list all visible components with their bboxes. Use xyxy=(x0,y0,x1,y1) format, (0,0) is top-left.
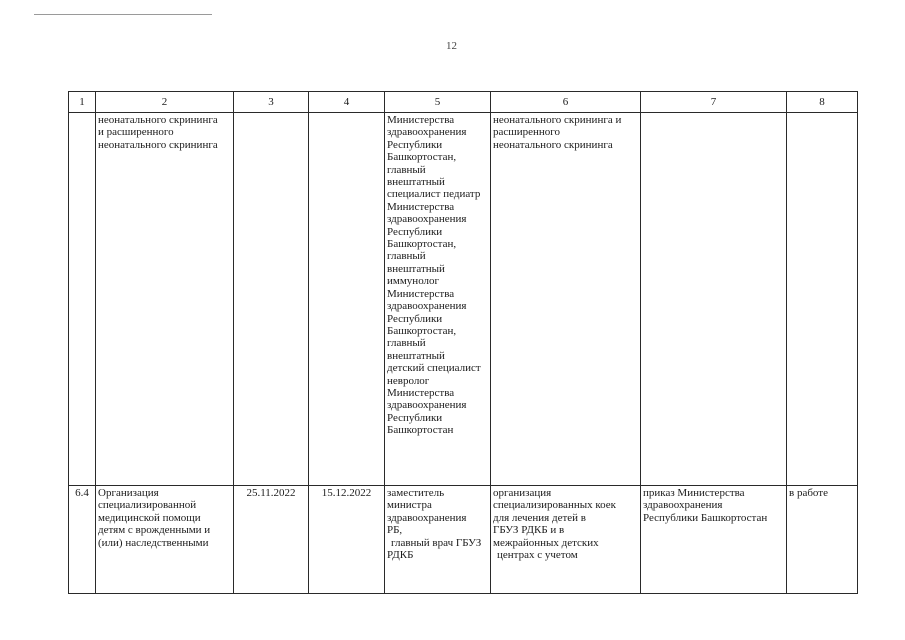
row2-activity-line: специализированной xyxy=(98,499,197,512)
header-cell-6: 6 xyxy=(491,92,641,113)
row1-responsible-line: здравоохранения xyxy=(387,300,467,313)
page-number: 12 xyxy=(446,40,457,52)
row1-activity-cell xyxy=(96,113,234,486)
row1-responsible-line: Республики xyxy=(387,225,443,238)
row2-document-line: Республики Башкортостан xyxy=(643,511,768,524)
row2-result-line: организация xyxy=(493,487,552,499)
row1-result-line: неонатального скрининга и xyxy=(493,114,622,126)
row1-responsible-cell xyxy=(385,113,491,486)
row1-activity-line: и расширенного xyxy=(98,126,174,139)
header-cell-4: 4 xyxy=(309,92,385,113)
row1-responsible-line: невролог xyxy=(387,374,430,387)
row1-responsible-line: Министерства xyxy=(387,386,455,399)
top-rule xyxy=(34,14,212,15)
row1-responsible-line: Башкортостан, xyxy=(387,324,457,337)
row2-activity-cell xyxy=(96,486,234,594)
row2-responsible-line: заместитель xyxy=(387,487,445,499)
row2-responsible-line: министра xyxy=(387,499,432,512)
header-cell-3: 3 xyxy=(234,92,309,113)
row2-result-line: центрах с учетом xyxy=(497,549,578,562)
row1-responsible-line: здравоохранения xyxy=(387,399,467,412)
row1-responsible-line: внештатный xyxy=(387,262,445,275)
row1-responsible-line: иммунолог xyxy=(387,275,440,288)
row1-responsible-line: Башкортостан, xyxy=(387,151,457,164)
header-cell-8: 8 xyxy=(787,92,858,113)
row2-result-line: для лечения детей в xyxy=(493,511,586,524)
header-cell-2: 2 xyxy=(96,92,234,113)
row1-responsible-line: Министерства xyxy=(387,200,455,213)
row1-start-date-cell xyxy=(234,113,309,486)
header-row xyxy=(69,92,858,113)
row1-responsible-line: Министерства xyxy=(387,114,455,126)
row1-activity-line: неонатального скрининга xyxy=(98,138,218,151)
header-cell-1: 1 xyxy=(69,92,96,113)
row2-start-date-cell: 25.11.2022 xyxy=(234,486,309,594)
row2-responsible-line: здравоохранения xyxy=(387,511,467,524)
row1-responsible-line: главный xyxy=(387,337,426,350)
row1-responsible-line: внештатный xyxy=(387,349,445,362)
row1-activity-line: неонатального скрининга xyxy=(98,114,218,126)
row1-document-cell xyxy=(641,113,787,486)
row1-responsible-line: Башкортостан xyxy=(387,424,454,437)
row2-result-cell xyxy=(491,486,641,594)
row2-responsible-line: РБ, xyxy=(387,524,403,537)
row2-end-date-cell: 15.12.2022 xyxy=(309,486,385,594)
row2-result-line: специализированных коек xyxy=(493,499,617,512)
row1-responsible-line: Республики xyxy=(387,312,443,325)
row2-result-line: межрайонных детских xyxy=(493,536,599,549)
row2-responsible-line: главный врач ГБУЗ xyxy=(391,536,482,549)
row2-activity-line: (или) наследственными xyxy=(98,536,209,549)
row1-responsible-line: главный xyxy=(387,163,426,176)
row2-document-cell xyxy=(641,486,787,594)
row1-end-date-cell xyxy=(309,113,385,486)
row1-responsible-line: специалист педиатр xyxy=(387,188,481,201)
row1-responsible-line: Республики xyxy=(387,411,443,424)
plan-table xyxy=(68,91,858,594)
row1-result-cell xyxy=(491,113,641,486)
row2-responsible-cell xyxy=(385,486,491,594)
row1-responsible-line: здравоохранения xyxy=(387,213,467,226)
row2-number-cell: 6.4 xyxy=(69,486,96,594)
row1-result-line: неонатального скрининга xyxy=(493,138,613,151)
row1-result-line: расширенного xyxy=(493,126,561,139)
row1-status-cell xyxy=(787,113,858,486)
row2-result-line: ГБУЗ РДКБ и в xyxy=(493,524,565,537)
row1-responsible-line: Башкортостан, xyxy=(387,238,457,251)
row1-number-cell xyxy=(69,113,96,486)
row2-status-cell: в работе xyxy=(787,486,858,594)
table-row xyxy=(69,486,858,594)
row2-document-line: приказ Министерства xyxy=(643,487,745,499)
table-row xyxy=(69,113,858,486)
row2-responsible-line: РДКБ xyxy=(387,549,414,562)
row1-responsible-line: здравоохранения xyxy=(387,126,467,139)
row1-responsible-line: внештатный xyxy=(387,176,445,189)
row1-responsible-line: детский специалист xyxy=(387,362,481,375)
row1-responsible-line: Республики xyxy=(387,138,443,151)
row2-activity-line: Организация xyxy=(98,487,159,499)
row2-activity-line: детям с врожденными и xyxy=(98,524,211,537)
row1-responsible-line: главный xyxy=(387,250,426,263)
header-cell-7: 7 xyxy=(641,92,787,113)
row2-document-line: здравоохранения xyxy=(643,499,723,512)
header-cell-5: 5 xyxy=(385,92,491,113)
row2-activity-line: медицинской помощи xyxy=(98,511,201,524)
row1-responsible-line: Министерства xyxy=(387,287,455,300)
